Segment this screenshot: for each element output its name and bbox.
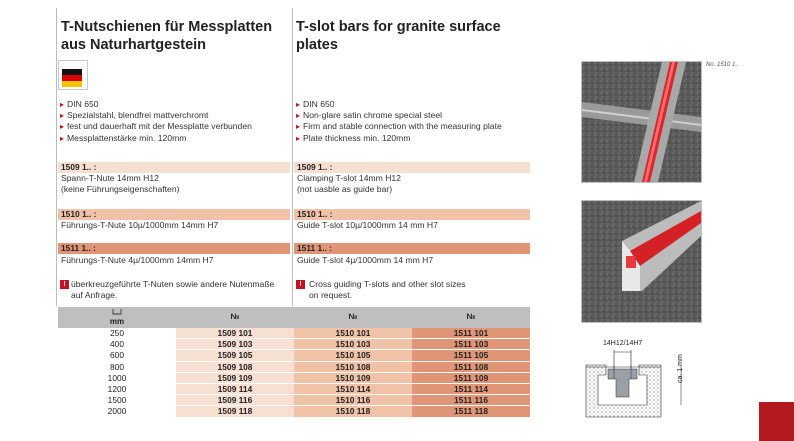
length-cell: 2000 — [58, 406, 176, 417]
article-number-cell: 1511 118 — [412, 406, 530, 417]
article-number-cell: 1509 118 — [176, 406, 294, 417]
variant-code-1509-en: 1509 1.. : — [294, 162, 530, 173]
product-photo-top — [581, 61, 702, 183]
article-number-cell: 1509 101 — [176, 328, 294, 339]
article-number-cell: 1511 114 — [412, 384, 530, 395]
dim-top: 14H12/14H7 — [603, 340, 643, 347]
length-cell: 250 — [58, 328, 176, 339]
column-rule-mid — [292, 8, 293, 306]
article-number-cell: 1509 108 — [176, 361, 294, 372]
variant-desc-1511-en: Guide T-slot 4µ/1000mm 14 mm H7 — [297, 255, 434, 265]
article-number-cell: 1510 118 — [294, 406, 412, 417]
warning-icon: ! — [60, 280, 69, 289]
no-header-1511: № — [412, 307, 530, 328]
table-row — [58, 350, 530, 361]
table-row — [58, 384, 530, 395]
title-en: T-slot bars for granite surface plates — [296, 19, 501, 53]
article-number-cell: 1510 103 — [294, 339, 412, 350]
feature-item: ▸ fest und dauerhaft mit der Messplatte verbunden — [60, 121, 252, 132]
page-tab-marker — [759, 402, 794, 441]
table-row — [58, 395, 530, 406]
length-cell: 1200 — [58, 384, 176, 395]
length-cell: 1500 — [58, 395, 176, 406]
feature-item: ▸ DIN 650 — [60, 99, 252, 110]
variant-code-1511-en: 1511 1.. : — [294, 243, 530, 254]
article-number-cell: 1511 116 — [412, 395, 530, 406]
feature-item: ▸ Messplattenstärke min. 120mm — [60, 133, 252, 144]
article-number-cell: 1511 109 — [412, 372, 530, 383]
variant-code-1510: 1510 1.. : — [58, 209, 290, 220]
product-code: No. 1510 1.. — [706, 62, 739, 68]
product-photo-detail — [581, 200, 702, 323]
table-row — [58, 339, 530, 350]
feature-item: ▸ Plate thickness min. 120mm — [296, 133, 502, 144]
article-number-cell: 1510 108 — [294, 361, 412, 372]
table-row — [58, 361, 530, 372]
article-number-cell: 1510 116 — [294, 395, 412, 406]
article-number-cell: 1510 114 — [294, 384, 412, 395]
warning-icon: ! — [296, 280, 305, 289]
article-number-cell: 1509 105 — [176, 350, 294, 361]
cross-section-drawing — [581, 335, 700, 435]
column-rule-left — [56, 8, 57, 306]
article-number-cell: 1510 109 — [294, 372, 412, 383]
variant-code-1509: 1509 1.. : — [58, 162, 290, 173]
table-row — [58, 328, 530, 339]
article-number-cell: 1510 105 — [294, 350, 412, 361]
length-cell: 1000 — [58, 372, 176, 383]
dim-side: ca. 1 mm — [677, 354, 684, 383]
article-number-cell: 1511 103 — [412, 339, 530, 350]
article-number-cell: 1511 101 — [412, 328, 530, 339]
variant-desc-1511: Führungs-T-Nute 4µ/1000mm 14mm H7 — [61, 255, 214, 265]
length-cell: 800 — [58, 361, 176, 372]
title-de: T-Nutschienen für Messplatten aus Naturhartgestein — [61, 19, 273, 53]
article-table — [58, 307, 530, 418]
variant-desc-1510-en: Guide T-slot 10µ/1000mm 14 mm H7 — [297, 220, 438, 230]
article-number-cell: 1509 114 — [176, 384, 294, 395]
no-header-1509: № — [176, 307, 294, 328]
variant-code-1510-en: 1510 1.. : — [294, 209, 530, 220]
feature-item: ▸ Spezialstahl, blendfrei mattverchromt — [60, 110, 252, 121]
variant-desc-1510: Führungs-T-Nute 10µ/1000mm 14mm H7 — [61, 220, 219, 230]
note-de: überkreuzgeführte T-Nuten sowie andere Nutenmaße auf Anfrage. — [71, 279, 275, 300]
variant-desc-1509-en: Clamping T-slot 14mm H12 (not uasble as guide bar) — [297, 173, 401, 194]
no-header-1510: № — [294, 307, 412, 328]
variant-code-1511: 1511 1.. : — [58, 243, 290, 254]
length-cell: 600 — [58, 350, 176, 361]
table-row — [58, 372, 530, 383]
length-icon — [58, 308, 176, 317]
article-number-cell: 1509 116 — [176, 395, 294, 406]
table-row — [58, 406, 530, 417]
article-number-cell: 1509 109 — [176, 372, 294, 383]
article-number-cell: 1511 108 — [412, 361, 530, 372]
features-de — [60, 99, 252, 144]
article-number-cell: 1511 105 — [412, 350, 530, 361]
note-en: Cross guiding T-slots and other slot sizes on request. — [309, 279, 466, 300]
feature-item: ▸ Firm and stable connection with the measuring plate — [296, 121, 502, 132]
length-header: mm — [58, 307, 176, 328]
germany-flag-icon — [58, 60, 88, 90]
variant-desc-1509: Spann-T-Nute 14mm H12 (keine Führungseigenschaften) — [61, 173, 180, 194]
article-number-cell: 1510 101 — [294, 328, 412, 339]
features-en — [296, 99, 502, 144]
feature-item: ▸ Non-glare satin chrome special steel — [296, 110, 502, 121]
feature-item: ▸ DIN 650 — [296, 99, 502, 110]
article-number-cell: 1509 103 — [176, 339, 294, 350]
length-cell: 400 — [58, 339, 176, 350]
